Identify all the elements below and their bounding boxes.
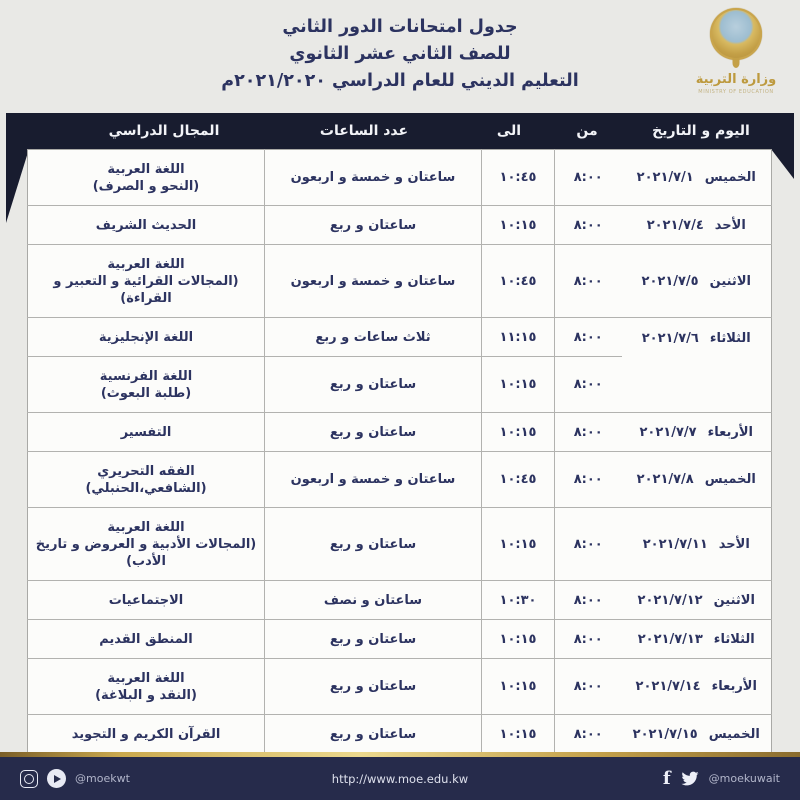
twitter-icon	[680, 770, 700, 787]
day-label: الأحد	[714, 217, 746, 233]
day-date-cell	[622, 206, 772, 245]
day-label: الثلاثاء	[709, 331, 751, 346]
social-handle-left: @moekwt	[75, 772, 130, 785]
from-time-cell: ٨:٠٠	[555, 357, 622, 413]
subject-note: (النحو و الصرف)	[92, 178, 200, 194]
ministry-website-url: http://www.moe.edu.kw	[331, 771, 469, 786]
day-label: الأحد	[718, 536, 750, 552]
footer-bar	[0, 757, 800, 800]
duration-cell: ساعتان و ربع	[265, 206, 482, 245]
subject-name: اللغة الفرنسية	[99, 368, 193, 384]
from-time-cell: ٨:٠٠	[555, 318, 622, 357]
subject-cell	[28, 659, 265, 715]
header-day-date: اليوم و التاريخ	[652, 123, 750, 139]
from-time-cell: ٨:٠٠	[555, 206, 622, 245]
subject-name: اللغة الإنجليزية	[98, 329, 194, 345]
subject-cell	[28, 508, 265, 581]
table-row	[28, 715, 772, 754]
subject-cell	[28, 620, 265, 659]
subject-cell	[28, 150, 265, 206]
from-time-cell: ٨:٠٠	[555, 245, 622, 318]
duration-cell: ساعتان و ربع	[265, 413, 482, 452]
day-label: الاثنين	[713, 592, 755, 608]
subject-cell	[28, 318, 265, 357]
table-row	[28, 245, 772, 318]
title-line-2: للصف الثاني عشر الثانوي	[289, 44, 511, 64]
subject-note: (طلبة البعوث)	[100, 385, 192, 401]
to-time-cell: ١٠:١٥	[482, 659, 555, 715]
subject-cell	[28, 452, 265, 508]
table-row	[28, 318, 772, 357]
day-date-cell	[622, 150, 772, 206]
page-title	[0, 14, 800, 95]
to-time-cell: ١٠:١٥	[482, 508, 555, 581]
from-time-cell: ٨:٠٠	[555, 452, 622, 508]
duration-cell: ساعتان و ربع	[265, 357, 482, 413]
footer-social-right	[662, 767, 780, 789]
date-label: ٢٠٢١/٧/١١	[642, 536, 708, 552]
subject-name: اللغة العربية	[107, 519, 185, 535]
day-date-cell	[622, 715, 772, 754]
instagram-icon	[20, 770, 38, 788]
table-row	[28, 452, 772, 508]
date-label: ٢٠٢١/٧/١٣	[637, 631, 703, 647]
table-row	[28, 206, 772, 245]
to-time-cell: ١٠:١٥	[482, 715, 555, 754]
youtube-icon	[47, 769, 66, 788]
date-label: ٢٠٢١/٧/١٥	[632, 726, 698, 742]
from-time-cell: ٨:٠٠	[555, 659, 622, 715]
day-date-cell	[622, 620, 772, 659]
ribbon-fold-right	[771, 149, 794, 179]
table-row	[28, 581, 772, 620]
subject-cell	[28, 715, 265, 754]
subject-cell	[28, 357, 265, 413]
subject-name: اللغة العربية	[107, 161, 185, 177]
from-time-cell: ٨:٠٠	[555, 413, 622, 452]
subject-name: القرآن الكريم و التجويد	[71, 726, 221, 742]
subject-cell	[28, 581, 265, 620]
duration-cell: ساعتان و ربع	[265, 715, 482, 754]
date-label: ٢٠٢١/٧/١٤	[635, 679, 701, 694]
subject-note: (المجالات الأدبية و العروض و تاريخ الأدب)	[35, 536, 257, 569]
from-time-cell: ٨:٠٠	[555, 150, 622, 206]
subject-cell	[28, 206, 265, 245]
subject-name: الفقه التحريري	[97, 463, 195, 479]
table-row	[28, 659, 772, 715]
table-header-ribbon	[6, 113, 794, 149]
table-row	[28, 150, 772, 206]
to-time-cell: ١٠:٤٥	[482, 452, 555, 508]
day-label: الثلاثاء	[713, 631, 755, 647]
date-label: ٢٠٢١/٧/٦	[641, 331, 699, 346]
day-label: الخميس	[704, 472, 756, 487]
duration-cell: ساعتان و ربع	[265, 508, 482, 581]
day-date-cell	[622, 245, 772, 318]
subject-name: التفسير	[120, 424, 172, 440]
subject-name: اللغة العربية	[107, 256, 185, 272]
to-time-cell: ١١:١٥	[482, 318, 555, 357]
footer-social-left	[20, 769, 130, 788]
header-subject: المجال الدراسي	[108, 123, 220, 139]
duration-cell: ساعتان و خمسة و اربعون	[265, 150, 482, 206]
social-handle-right: @moekuwait	[708, 772, 780, 785]
from-time-cell: ٨:٠٠	[555, 620, 622, 659]
facebook-icon: f	[662, 767, 671, 789]
table-row	[28, 620, 772, 659]
duration-cell: ساعتان و ربع	[265, 620, 482, 659]
header-from: من	[576, 123, 598, 139]
day-date-cell	[622, 413, 772, 452]
ministry-name-arabic: وزارة التربية	[695, 72, 777, 87]
date-label: ٢٠٢١/٧/١٢	[637, 592, 703, 608]
title-line-3: التعليم الديني للعام الدراسي ٢٠٢١/٢٠٢٠م	[221, 71, 579, 91]
date-label: ٢٠٢١/٧/٤	[646, 217, 704, 233]
table-row	[28, 508, 772, 581]
exam-schedule-table	[27, 149, 772, 754]
day-label: الأربعاء	[707, 424, 753, 440]
day-label: الخميس	[704, 170, 756, 185]
subject-note: (النقد و البلاغة)	[95, 687, 197, 703]
subject-cell	[28, 413, 265, 452]
to-time-cell: ١٠:١٥	[482, 357, 555, 413]
to-time-cell: ١٠:١٥	[482, 206, 555, 245]
to-time-cell: ١٠:٤٥	[482, 245, 555, 318]
duration-cell: ساعتان و ربع	[265, 659, 482, 715]
date-label: ٢٠٢١/٧/٧	[639, 424, 697, 440]
date-label: ٢٠٢١/٧/٨	[636, 472, 694, 487]
duration-cell: ساعتان و خمسة و اربعون	[265, 452, 482, 508]
subject-cell	[28, 245, 265, 318]
to-time-cell: ١٠:٤٥	[482, 150, 555, 206]
ribbon-fold-left	[6, 149, 29, 223]
subject-note: (الشافعي،الحنبلي)	[85, 480, 207, 496]
to-time-cell: ١٠:١٥	[482, 413, 555, 452]
header-to: الى	[496, 123, 522, 139]
day-date-cell	[622, 659, 772, 715]
day-date-cell	[622, 508, 772, 581]
day-label: الخميس	[708, 726, 760, 742]
subject-name: المنطق القديم	[99, 631, 193, 647]
day-label: الاثنين	[709, 273, 751, 289]
subject-name: اللغة العربية	[107, 670, 185, 686]
duration-cell: ساعتان و نصف	[265, 581, 482, 620]
day-date-cell	[622, 452, 772, 508]
to-time-cell: ١٠:١٥	[482, 620, 555, 659]
from-time-cell: ٨:٠٠	[555, 508, 622, 581]
from-time-cell: ٨:٠٠	[555, 715, 622, 754]
date-label: ٢٠٢١/٧/٥	[641, 273, 699, 289]
table-row	[28, 413, 772, 452]
date-label: ٢٠٢١/٧/١	[636, 170, 694, 185]
subject-name: الاجتماعيات	[108, 592, 184, 608]
from-time-cell: ٨:٠٠	[555, 581, 622, 620]
day-date-cell	[622, 318, 772, 413]
ministry-name-english: MINISTRY OF EDUCATION	[698, 89, 774, 95]
day-date-cell	[622, 581, 772, 620]
day-label: الأربعاء	[711, 679, 757, 694]
subject-name: الحديث الشريف	[95, 217, 197, 233]
subject-note: (المجالات القرائية و التعبير و القراءة)	[53, 273, 239, 306]
duration-cell: ثلاث ساعات و ربع	[265, 318, 482, 357]
duration-cell: ساعتان و خمسة و اربعون	[265, 245, 482, 318]
title-line-1: جدول امتحانات الدور الثاني	[282, 17, 518, 37]
to-time-cell: ١٠:٣٠	[482, 581, 555, 620]
header-hours: عدد الساعات	[319, 123, 409, 139]
